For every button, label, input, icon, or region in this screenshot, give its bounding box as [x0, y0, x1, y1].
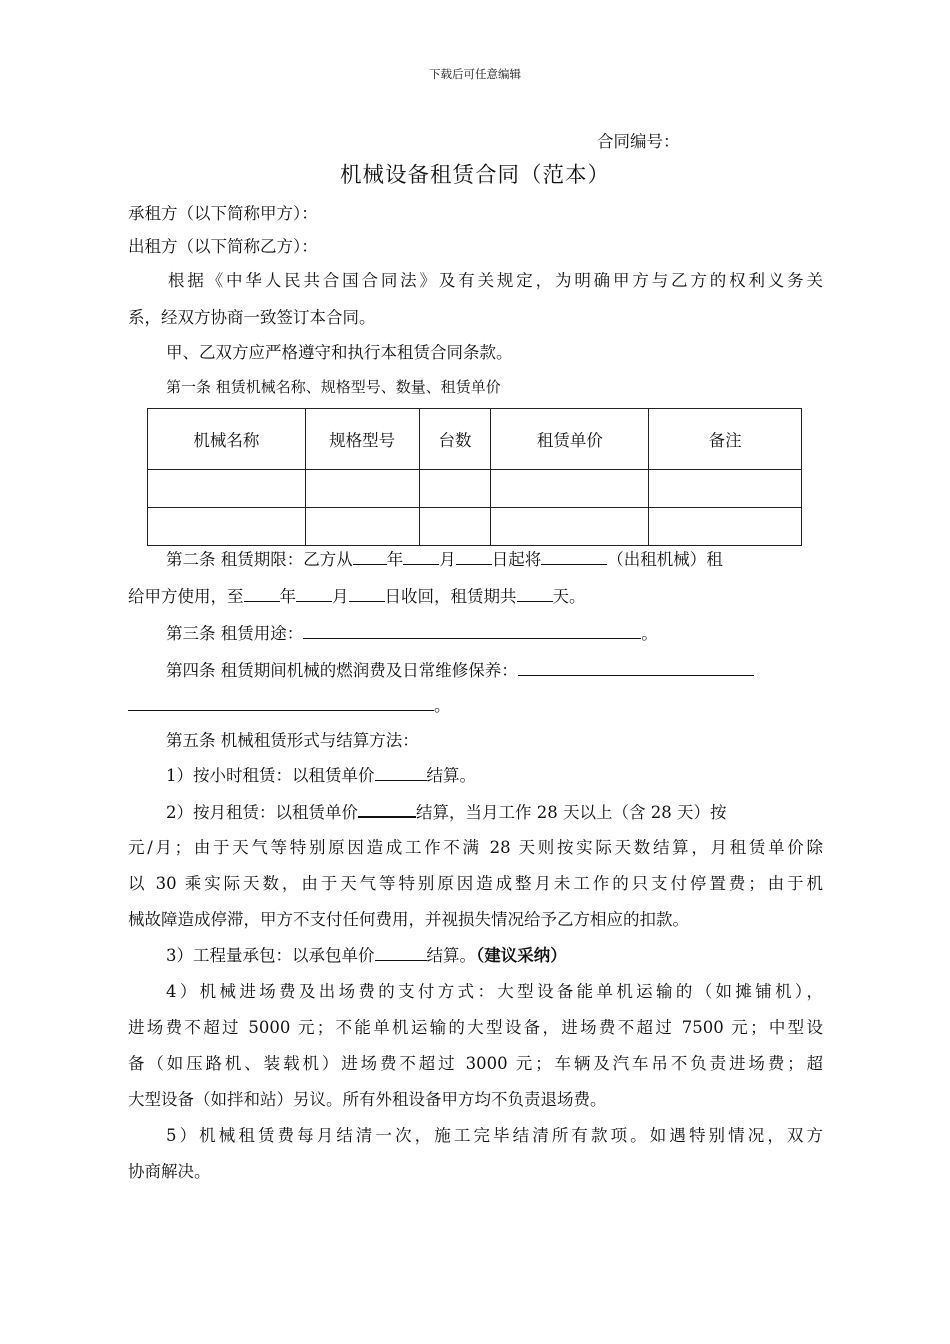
article-5-item-4-line-2: 进场费不超过 5000 元；不能单机运输的大型设备，进场费不超过 7500 元；中型设: [128, 1018, 823, 1037]
col-header-spec-model: 规格型号: [305, 409, 419, 470]
col-header-machine-name: 机械名称: [148, 409, 306, 470]
table-cell[interactable]: [491, 508, 649, 546]
table-cell[interactable]: [305, 470, 419, 508]
preamble-line-1: 根据《中华人民共合国合同法》及有关规定，为明确甲方与乙方的权利义务关: [168, 271, 823, 290]
col-header-quantity: 台数: [419, 409, 491, 470]
table-cell[interactable]: [419, 508, 491, 546]
col-header-unit-price: 租赁单价: [491, 409, 649, 470]
article-5-heading: 第五条 机械租赁形式与结算方法：: [166, 731, 419, 750]
item-1-text: 结算。: [426, 766, 476, 785]
article-5-item-4-line-3: 备（如压路机、装载机）进场费不超过 3000 元；车辆及汽车吊不负责进场费；超: [128, 1054, 823, 1073]
article-4-end: 。: [434, 696, 451, 715]
preamble-line-2: 系，经双方协商一致签订本合同。: [128, 308, 376, 327]
blank-end-month[interactable]: [296, 587, 332, 602]
item-2-text: 结算，当月工作 28 天以上（含 28 天）按: [416, 803, 727, 822]
party-a-line: 承租方（以下简称甲方）：: [128, 204, 318, 223]
item-2-text: 2）按月租赁：以租赁单价: [166, 803, 358, 822]
article-5-item-1: [166, 766, 476, 786]
party-b-line: 出租方（以下简称乙方）：: [128, 237, 318, 256]
article-3-label: 第三条 租赁用途：: [166, 624, 304, 643]
article-2-text: 日收回，租赁期共: [384, 587, 517, 606]
contract-number-label: 合同编号：: [597, 132, 680, 151]
blank-machine[interactable]: [541, 550, 607, 565]
page-title: 机械设备租赁合同（范本）: [339, 163, 610, 188]
table-cell[interactable]: [148, 508, 306, 546]
article-1-heading: 第一条 租赁机械名称、规格型号、数量、租赁单价: [166, 378, 501, 396]
article-4-line-2: [128, 696, 451, 716]
article-5-item-2-line-2: 元/月；由于天气等特别原因造成工作不满 28 天则按实际天数结算，月租赁单价除: [128, 838, 823, 857]
article-2-text: 天。: [552, 587, 586, 606]
article-2-text: （出租机械）租: [607, 550, 723, 569]
lease-table: [147, 408, 802, 546]
blank-end-day[interactable]: [349, 587, 385, 602]
item-1-text: 1）按小时租赁：以租赁单价: [166, 766, 375, 785]
item-3-text: 结算。: [426, 946, 476, 965]
article-2-text: 月: [332, 587, 349, 606]
article-5-item-3: [166, 946, 567, 966]
article-4-line-1: [166, 661, 754, 681]
table-cell[interactable]: [148, 470, 306, 508]
article-5-item-5-line-1: 5）机械租赁费每月结清一次，施工完毕结清所有款项。如遇特别情况，双方: [166, 1126, 823, 1145]
table-cell[interactable]: [419, 470, 491, 508]
blank-maintenance-2[interactable]: [128, 696, 434, 711]
article-2-text: 年: [279, 587, 296, 606]
article-5-item-4-line-1: 4）机械进场费及出场费的支付方式：大型设备能单机运输的（如摊铺机），: [166, 982, 823, 1001]
article-2-text: 日起将: [491, 550, 542, 569]
blank-maintenance-1[interactable]: [518, 661, 754, 676]
article-2-text: 给甲方使用，至: [128, 587, 244, 606]
blank-hourly-price[interactable]: [375, 766, 427, 781]
blank-contract-price[interactable]: [375, 946, 427, 961]
article-3-end: 。: [641, 624, 658, 643]
article-2-text: 年: [386, 550, 404, 569]
comply-line: 甲、乙双方应严格遵守和执行本租赁合同条款。: [166, 343, 513, 362]
table-cell[interactable]: [649, 508, 802, 546]
table-cell[interactable]: [305, 508, 419, 546]
article-2-text: 第二条 租赁期限：乙方从: [166, 550, 353, 569]
item-3-text: 3）工程量承包：以承包单价: [166, 946, 375, 965]
col-header-remarks: 备注: [649, 409, 802, 470]
blank-end-year[interactable]: [244, 587, 280, 602]
blank-monthly-price[interactable]: [358, 802, 416, 818]
article-2-line-2: [128, 587, 586, 607]
article-5-item-2-line-4: 械故障造成停滞，甲方不支付任何费用，并视损失情况给予乙方相应的扣款。: [128, 910, 689, 929]
blank-start-day[interactable]: [456, 550, 492, 565]
table-row: [148, 470, 802, 508]
header-note: 下载后可任意编辑: [429, 67, 521, 81]
article-5-item-4-line-4: 大型设备（如拌和站）另议。所有外租设备甲方均不负责退场费。: [128, 1090, 607, 1109]
blank-lease-purpose[interactable]: [303, 624, 641, 639]
blank-start-year[interactable]: [353, 550, 387, 565]
article-5-item-2-line-3: 以 30 乘实际天数，由于天气等特别原因造成整月未工作的只支付停置费；由于机: [128, 874, 823, 893]
blank-start-month[interactable]: [403, 550, 439, 565]
article-5-item-5-line-2: 协商解决。: [128, 1162, 211, 1181]
article-3-line: [166, 624, 658, 644]
blank-total-days[interactable]: [517, 587, 553, 602]
article-4-label: 第四条 租赁期间机械的燃润费及日常维修保养：: [166, 661, 518, 680]
article-2-line-1: [166, 550, 723, 570]
table-cell[interactable]: [491, 470, 649, 508]
table-row: [148, 508, 802, 546]
article-2-text: 月: [439, 550, 456, 569]
article-5-item-2-line-1: [166, 802, 726, 823]
table-header-row: [148, 409, 802, 470]
recommended-note: （建议采纳）: [476, 946, 567, 965]
table-cell[interactable]: [649, 470, 802, 508]
